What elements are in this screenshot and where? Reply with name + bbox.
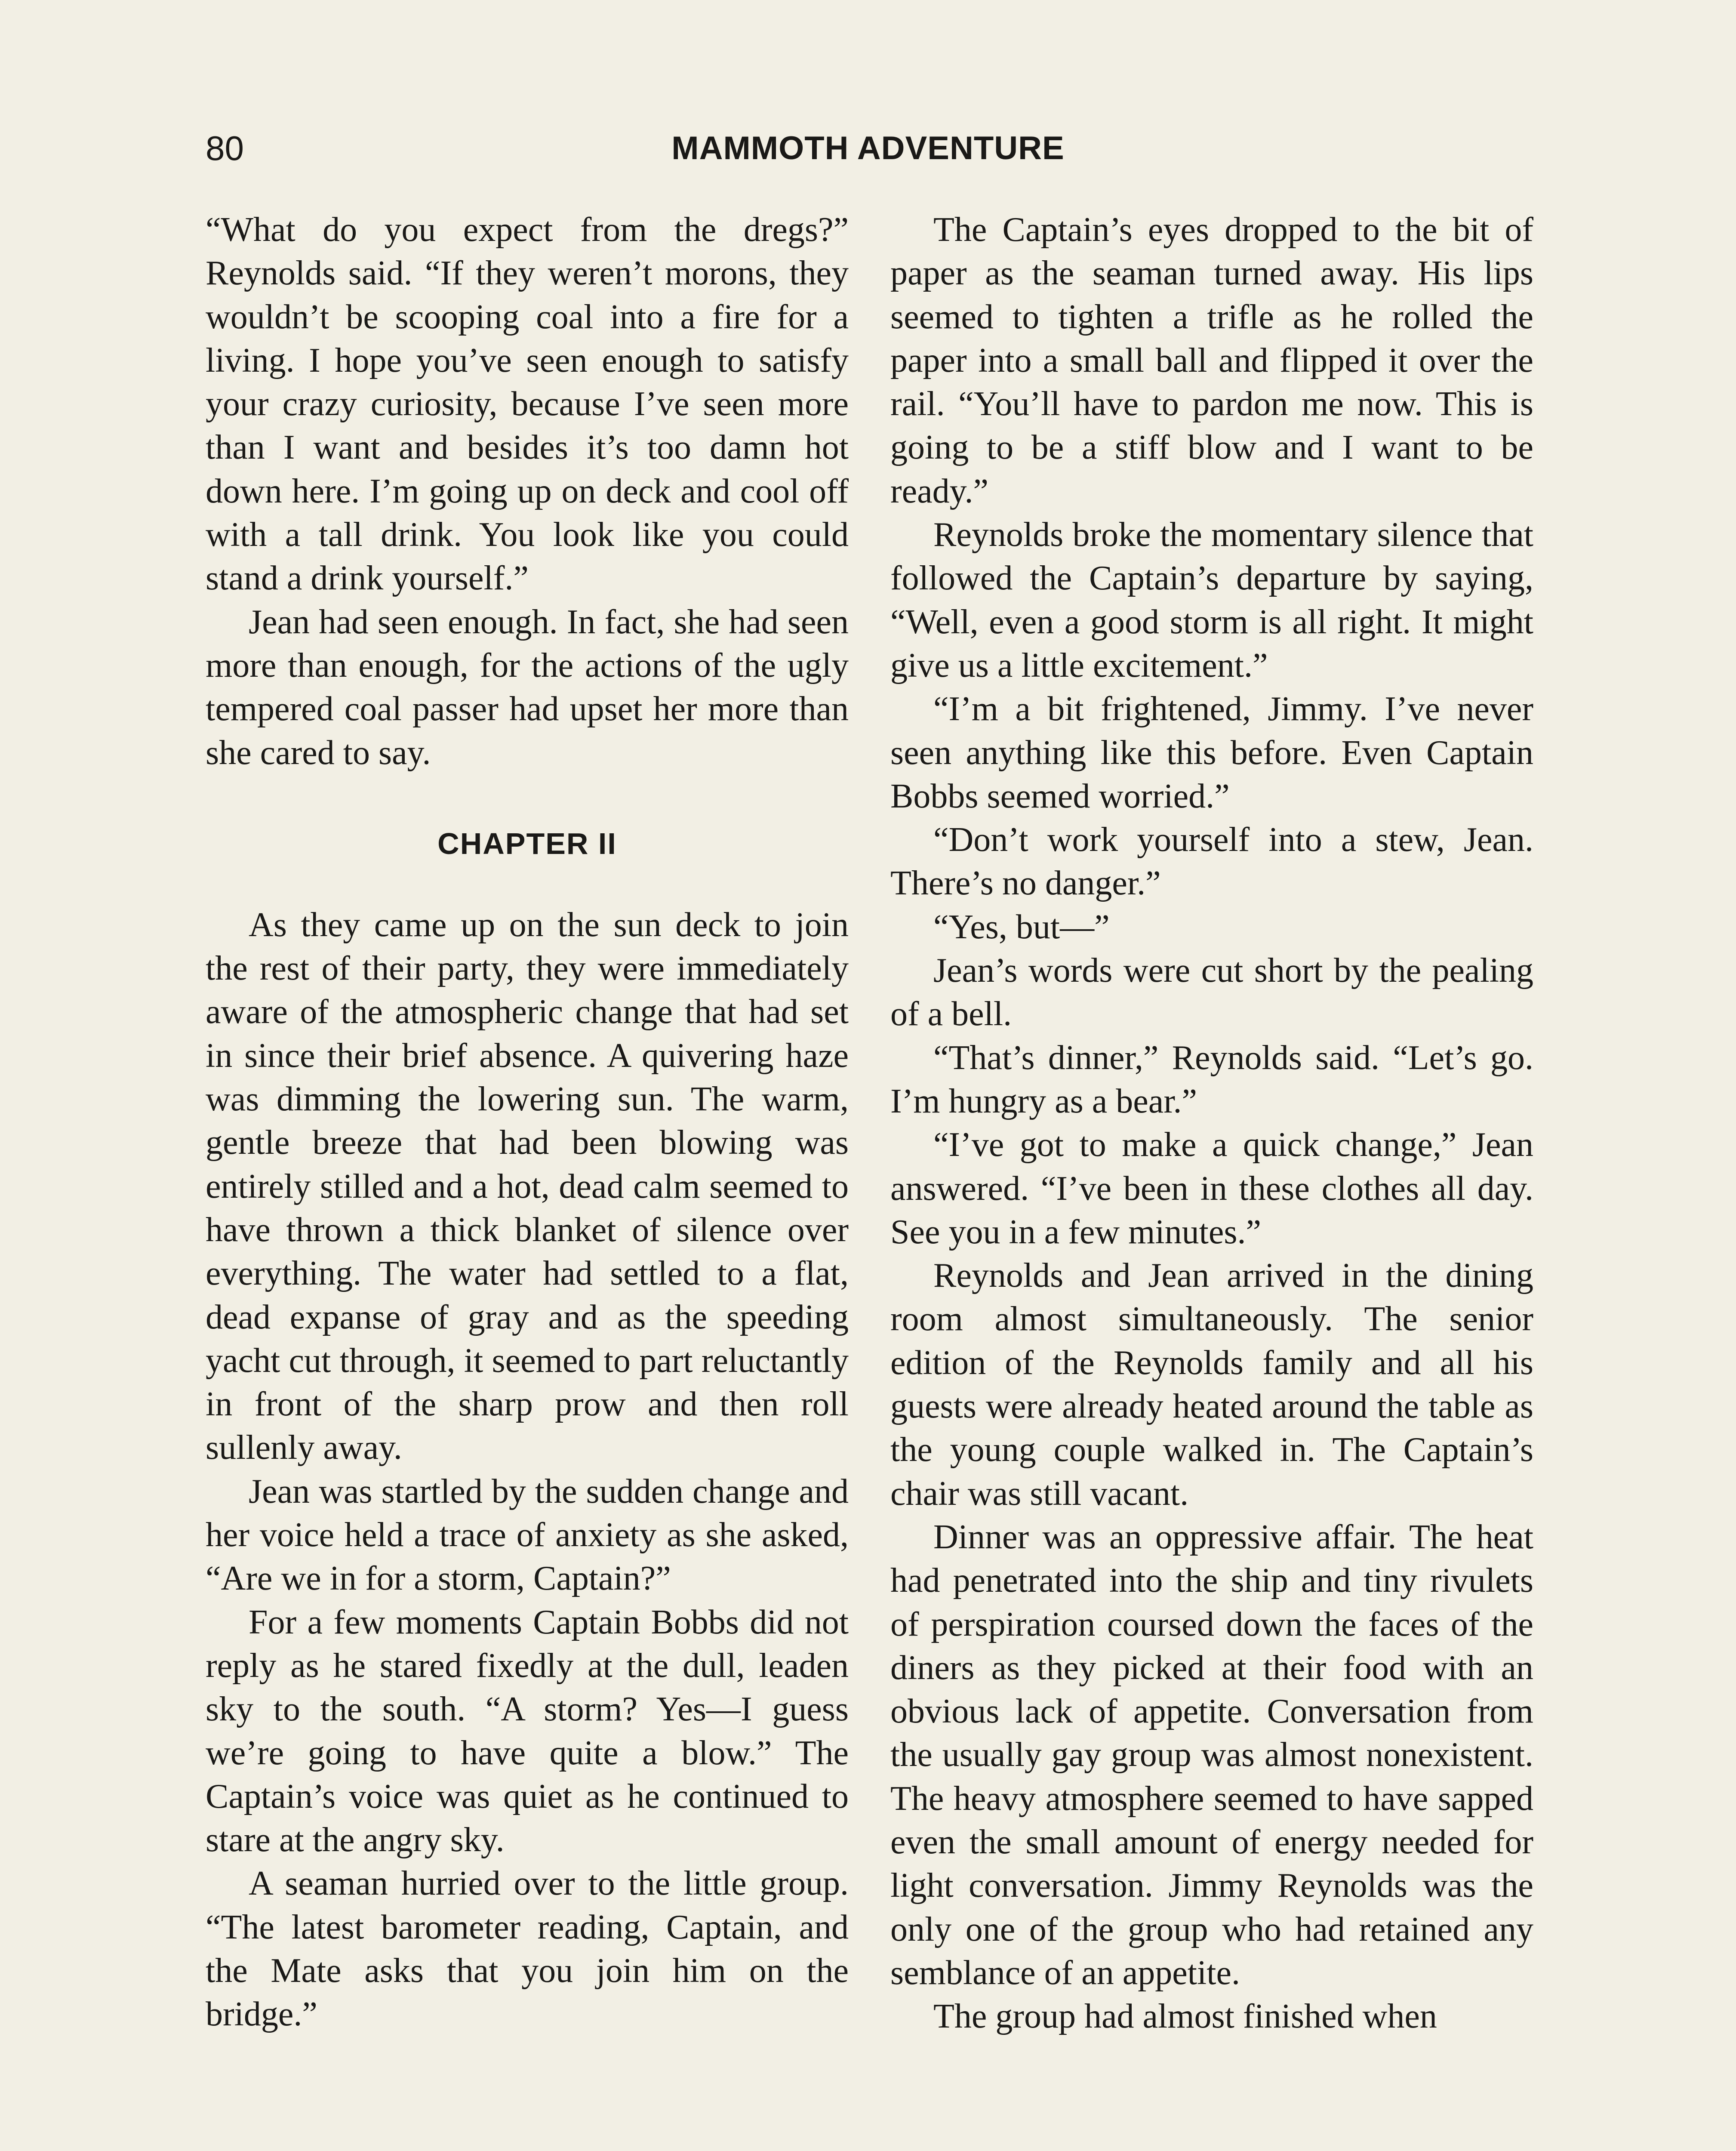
chapter-heading: CHAPTER II bbox=[437, 826, 617, 860]
paragraph: “Don’t work yourself into a stew, Jean. There’s no danger.” bbox=[890, 821, 1533, 903]
paragraph: “I’m a bit frightened, Jimmy. I’ve never seen anything like this before. Even Captain Bobbs seemed worried.” bbox=[890, 690, 1533, 815]
paragraph: Jean’s words were cut short by the pealing of a bell. bbox=[890, 952, 1533, 1033]
paragraph: A seaman hurried over to the little group. “The latest barometer reading, Captain, and the Mate asks that you join him on the bridge.” bbox=[206, 1864, 849, 2034]
paragraph: “That’s dinner,” Reynolds said. “Let’s go. I’m hungry as a bear.” bbox=[890, 1039, 1533, 1120]
running-title: MAMMOTH ADVENTURE bbox=[671, 130, 1065, 166]
paragraph: Jean had seen enough. In fact, she had seen more than enough, for the actions of the ugly tempered coal passer had upset her more than she cared to say. bbox=[206, 603, 849, 772]
paragraph: “What do you expect from the dregs?” Reynolds said. “If they weren’t morons, they wouldn’t be scooping coal into a fire for a living. I hope you’ve seen enough to satisfy your crazy curiosity, because I’ve seen more than I want and besides it’s too damn hot down here. I’m going up on deck and cool off with a tall drink. You look like you could stand a drink yourself.” bbox=[206, 211, 849, 598]
paragraph: For a few moments Captain Bobbs did not reply as he stared fixedly at the dull, leaden sky to the south. “A storm? Yes—I guess we’re going to have quite a blow.” The Captain’s voice was quiet as he continued to stare at the angry sky. bbox=[206, 1603, 849, 1859]
paragraph: As they came up on the sun deck to join the rest of their party, they were immediately aware of the atmospheric change that had set in since their brief absence. A quivering haze was dimming the lowering sun. The warm, gentle breeze that had been blowing was entirely stilled and a hot, dead calm seemed to have thrown a thick blanket of silence over everything. The water had settled to a flat, dead expanse of gray and as the speeding yacht cut through, it seemed to part reluctantly in front of the sharp prow and then roll sullenly away. bbox=[206, 906, 849, 1467]
right-column bbox=[890, 208, 1533, 2038]
left-column bbox=[206, 208, 849, 2037]
paragraph: The group had almost finished when bbox=[933, 1997, 1437, 2036]
paragraph: Dinner was an oppressive affair. The heat had penetrated into the ship and tiny rivulets of perspiration coursed down the faces of the diners as they picked at their food with an obvious lack of appetite. Conversation from the usually gay group was almost nonexistent. The heavy atmosphere seemed to have sapped even the small amount of energy needed for light conversation. Jimmy Reynolds was the only one of the group who had retained any semblance of an appetite. bbox=[890, 1518, 1533, 1992]
paragraph: “I’ve got to make a quick change,” Jean answered. “I’ve been in these clothes all day. See you in a few minutes.” bbox=[890, 1126, 1533, 1251]
page-number: 80 bbox=[206, 129, 244, 167]
paragraph: The Captain’s eyes dropped to the bit of paper as the seaman turned away. His lips seemed to tighten a trifle as he rolled the paper into a small ball and flipped it over the rail. “You’ll have to pardon me now. This is going to be a stiff blow and I want to be ready.” bbox=[890, 211, 1533, 510]
paragraph: Reynolds and Jean arrived in the dining room almost simultaneously. The senior edition of the Reynolds family and all his guests were already heated around the table as the young couple walked in. The Captain’s chair was still vacant. bbox=[890, 1257, 1533, 1513]
paragraph: Reynolds broke the momentary silence that followed the Captain’s departure by saying, “Well, even a good storm is all right. It might give us a little excitement.” bbox=[890, 516, 1533, 684]
page-header bbox=[206, 125, 1530, 172]
paragraph: “Yes, but—” bbox=[933, 908, 1110, 946]
paragraph: Jean was startled by the sudden change and her voice held a trace of anxiety as she asked, “Are we in for a storm, Captain?” bbox=[206, 1472, 849, 1598]
